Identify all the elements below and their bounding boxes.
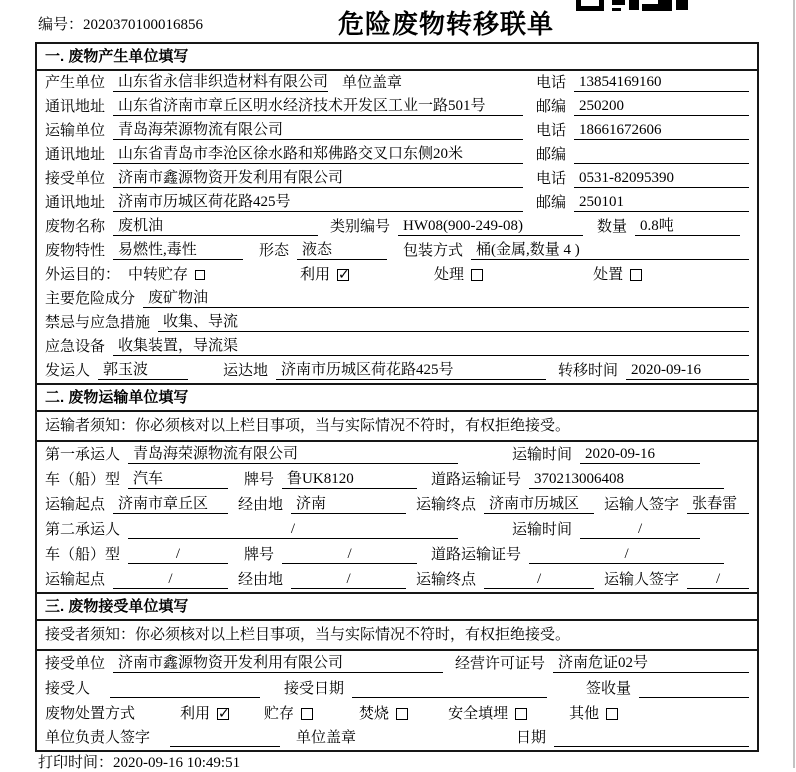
carrier-sign-value: 张春雷: [687, 495, 749, 514]
license-value: 济南危证02号: [553, 654, 749, 673]
address-value: 济南市历城区荷花路425号: [113, 193, 523, 212]
form-label: 形态: [259, 243, 290, 259]
equipment-label: 应急设备: [45, 339, 106, 355]
row-taboo-measures: [37, 311, 757, 335]
route-start-label: 运输起点: [45, 572, 106, 588]
row-transporter: [37, 119, 757, 143]
zip-label: 邮编: [535, 195, 566, 211]
acceptor-value-empty: [110, 680, 260, 698]
unit-stamp-label: 单位盖章: [296, 730, 357, 746]
carrier-value: 青岛海荣源物流有限公司: [128, 445, 458, 464]
responsible-sign-empty: [170, 729, 280, 747]
checkbox-checked-icon: [337, 269, 349, 281]
row-waste-name: [37, 215, 757, 239]
shipper-label: 发运人: [45, 363, 91, 379]
route-end-value: 济南市历城区: [484, 495, 594, 514]
vehicle-type-value: 汽车: [128, 470, 228, 489]
row-disposal-method: [37, 701, 757, 726]
traits-label: 废物特性: [45, 243, 106, 259]
transporter-label: 运输单位: [45, 123, 106, 139]
route-start-empty: /: [113, 570, 228, 589]
serial-label: 编号：: [38, 17, 84, 33]
vehicle-type-label: 车（船）型: [45, 547, 121, 563]
plate-label: 牌号: [244, 547, 275, 563]
phone-label: 电话: [535, 171, 566, 187]
address-value: 山东省青岛市李沧区徐水路和郑佛路交叉口东侧20米: [113, 145, 523, 164]
route-start-label: 运输起点: [45, 497, 106, 513]
accept-unit-label: 接受单位: [45, 656, 106, 672]
row-route-1: [37, 492, 757, 517]
accept-date-label: 接受日期: [284, 681, 345, 697]
address-label: 通讯地址: [45, 195, 106, 211]
taboo-label: 禁忌与应急措施: [45, 315, 151, 331]
route-start-value: 济南市章丘区: [113, 495, 228, 514]
row-transfer-purpose: [37, 263, 757, 287]
disposal-option-incinerate: [359, 705, 408, 723]
road-permit-label: 道路运输证号: [431, 472, 522, 488]
carrier-label: 第二承运人: [45, 522, 121, 538]
row-route-2: [37, 567, 757, 592]
sign-quantity-label: 签收量: [585, 681, 631, 697]
option-text: 焚烧: [359, 706, 390, 722]
row-emergency-equipment: [37, 335, 757, 359]
road-permit-value: 370213006408: [529, 470, 724, 489]
row-producer-address: [37, 95, 757, 119]
row-accept-unit: [37, 651, 757, 676]
print-time: [38, 751, 240, 772]
section-3-header: 三. 废物接受单位填写: [37, 592, 757, 621]
category-value: HW08(900-249-08): [398, 217, 583, 236]
packing-value: 桶(金属,数量 4 ): [471, 241, 749, 260]
unit-stamp-label: 单位盖章: [342, 75, 403, 91]
row-receiver-address: [37, 191, 757, 215]
address-label: 通讯地址: [45, 99, 106, 115]
page-title: 危险废物转移联单: [337, 9, 554, 39]
carrier-sign-label: 运输人签字: [604, 497, 680, 513]
row-first-carrier: [37, 442, 757, 467]
checkbox-icon: [195, 270, 205, 280]
row-waste-traits: [37, 239, 757, 263]
row-vehicle-2: [37, 542, 757, 567]
purpose-option-utilize: [300, 266, 349, 284]
transport-time-label: 运输时间: [512, 522, 573, 538]
transport-time-value: 2020-09-16: [580, 445, 700, 464]
receiver-value: 济南市鑫源物资开发利用有限公司: [113, 169, 523, 188]
destination-value: 济南市历城区荷花路425号: [276, 361, 546, 380]
accept-date-empty: [352, 680, 547, 698]
phone-label: 电话: [535, 123, 566, 139]
print-time-label: 打印时间：: [38, 755, 114, 771]
license-label: 经营许可证号: [455, 656, 546, 672]
option-text: 中转贮存: [128, 267, 189, 283]
disposal-option-other: [569, 705, 618, 723]
road-permit-label: 道路运输证号: [431, 547, 522, 563]
option-text: 安全填埋: [448, 706, 509, 722]
phone-value: 0531-82095390: [574, 169, 749, 188]
purpose-option-dispose: [593, 266, 642, 284]
row-shipper: [37, 359, 757, 383]
checkbox-icon: [630, 269, 642, 281]
accept-unit-value: 济南市鑫源物资开发利用有限公司: [113, 654, 443, 673]
transfer-time-label: 转移时间: [558, 363, 619, 379]
disposal-option-utilize: [180, 705, 229, 723]
manifest-form: [35, 42, 759, 752]
sign-quantity-empty: [639, 680, 749, 698]
transporter-value: 青岛海荣源物流有限公司: [113, 121, 523, 140]
option-text: 处置: [593, 267, 624, 283]
via-label: 经由地: [238, 572, 284, 588]
phone-value: 13854169160: [574, 73, 749, 92]
receiver-notice: 接受者须知：你必须核对以上栏目事项，当与实际情况不符时，有权拒绝接受。: [37, 621, 757, 651]
carrier-sign-label: 运输人签字: [604, 572, 680, 588]
zip-value: 250101: [574, 193, 749, 212]
vehicle-type-label: 车（船）型: [45, 472, 121, 488]
receiver-label: 接受单位: [45, 171, 106, 187]
checkbox-icon: [301, 708, 313, 720]
checkbox-checked-icon: [217, 708, 229, 720]
waste-name-label: 废物名称: [45, 219, 106, 235]
option-text: 处理: [434, 267, 465, 283]
producer-label: 产生单位: [45, 75, 106, 91]
checkbox-icon: [471, 269, 483, 281]
row-second-carrier: [37, 517, 757, 542]
via-empty: /: [291, 570, 406, 589]
traits-value: 易燃性,毒性: [113, 241, 243, 260]
zip-value-empty: [574, 146, 749, 164]
transfer-time-value: 2020-09-16: [626, 361, 749, 380]
purpose-option-treat: [434, 266, 483, 284]
option-text: 利用: [300, 267, 331, 283]
section-1-header: 一. 废物产生单位填写: [37, 44, 757, 71]
transport-time-label: 运输时间: [512, 447, 573, 463]
taboo-value: 收集、导流: [158, 313, 749, 332]
carrier-value-empty: /: [128, 520, 458, 539]
option-text: 其他: [569, 706, 600, 722]
phone-value: 18661672606: [574, 121, 749, 140]
destination-label: 运达地: [223, 363, 269, 379]
row-vehicle-1: [37, 467, 757, 492]
route-end-empty: /: [484, 570, 594, 589]
road-permit-empty: /: [529, 545, 724, 564]
producer-value: 山东省永信非织造材料有限公司: [113, 73, 328, 92]
transporter-notice: 运输者须知：你必须核对以上栏目事项，当与实际情况不符时，有权拒绝接受。: [37, 412, 757, 442]
form-value: 液态: [297, 241, 387, 260]
equipment-value: 收集装置，导流渠: [113, 337, 749, 356]
address-value: 山东省济南市章丘区明水经济技术开发区工业一路501号: [113, 97, 523, 116]
plate-value: 鲁UK8120: [282, 470, 417, 489]
route-end-label: 运输终点: [416, 572, 477, 588]
row-producer: [37, 71, 757, 95]
carrier-sign-empty: /: [687, 570, 749, 589]
checkbox-icon: [606, 708, 618, 720]
phone-label: 电话: [535, 75, 566, 91]
route-end-label: 运输终点: [416, 497, 477, 513]
zip-value: 250200: [574, 97, 749, 116]
acceptor-label: 接受人: [45, 681, 91, 697]
via-label: 经由地: [238, 497, 284, 513]
option-text: 利用: [180, 706, 211, 722]
date-label: 日期: [515, 730, 546, 746]
row-responsible-signature: [37, 726, 757, 750]
row-acceptor: [37, 676, 757, 701]
plate-label: 牌号: [244, 472, 275, 488]
category-label: 类别编号: [330, 219, 391, 235]
disposal-option-store: [264, 705, 313, 723]
quantity-value: 0.8吨: [635, 217, 740, 236]
row-transporter-address: [37, 143, 757, 167]
hazard-label: 主要危险成分: [45, 291, 136, 307]
purpose-option-storage: [128, 266, 205, 284]
print-time-value: 2020-09-16 10:49:51: [113, 755, 241, 771]
shipper-value: 郭玉波: [98, 361, 188, 380]
plate-empty: /: [282, 545, 417, 564]
zip-label: 邮编: [535, 147, 566, 163]
quantity-label: 数量: [597, 219, 628, 235]
address-label: 通讯地址: [45, 147, 106, 163]
checkbox-icon: [515, 708, 527, 720]
option-text: 贮存: [264, 706, 295, 722]
zip-label: 邮编: [535, 99, 566, 115]
carrier-label: 第一承运人: [45, 447, 121, 463]
disposal-option-landfill: [448, 705, 527, 723]
serial-value: 2020370100016856: [83, 17, 204, 33]
packing-label: 包装方式: [403, 243, 464, 259]
row-receiver: [37, 167, 757, 191]
checkbox-icon: [396, 708, 408, 720]
transport-time-empty: /: [580, 520, 700, 539]
hazard-value: 废矿物油: [143, 289, 749, 308]
section-2-header: 二. 废物运输单位填写: [37, 383, 757, 412]
disposal-label: 废物处置方式: [45, 706, 136, 722]
via-value: 济南: [291, 495, 406, 514]
date-empty: [554, 729, 749, 747]
qr-code-fragment-icon: [576, 0, 688, 11]
responsible-sign-label: 单位负责人签字: [45, 730, 151, 746]
purpose-label: 外运目的：: [45, 267, 121, 283]
vehicle-type-empty: /: [128, 545, 228, 564]
waste-name-value: 废机油: [113, 217, 318, 236]
page-right-edge: [793, 0, 795, 768]
row-hazard-components: [37, 287, 757, 311]
